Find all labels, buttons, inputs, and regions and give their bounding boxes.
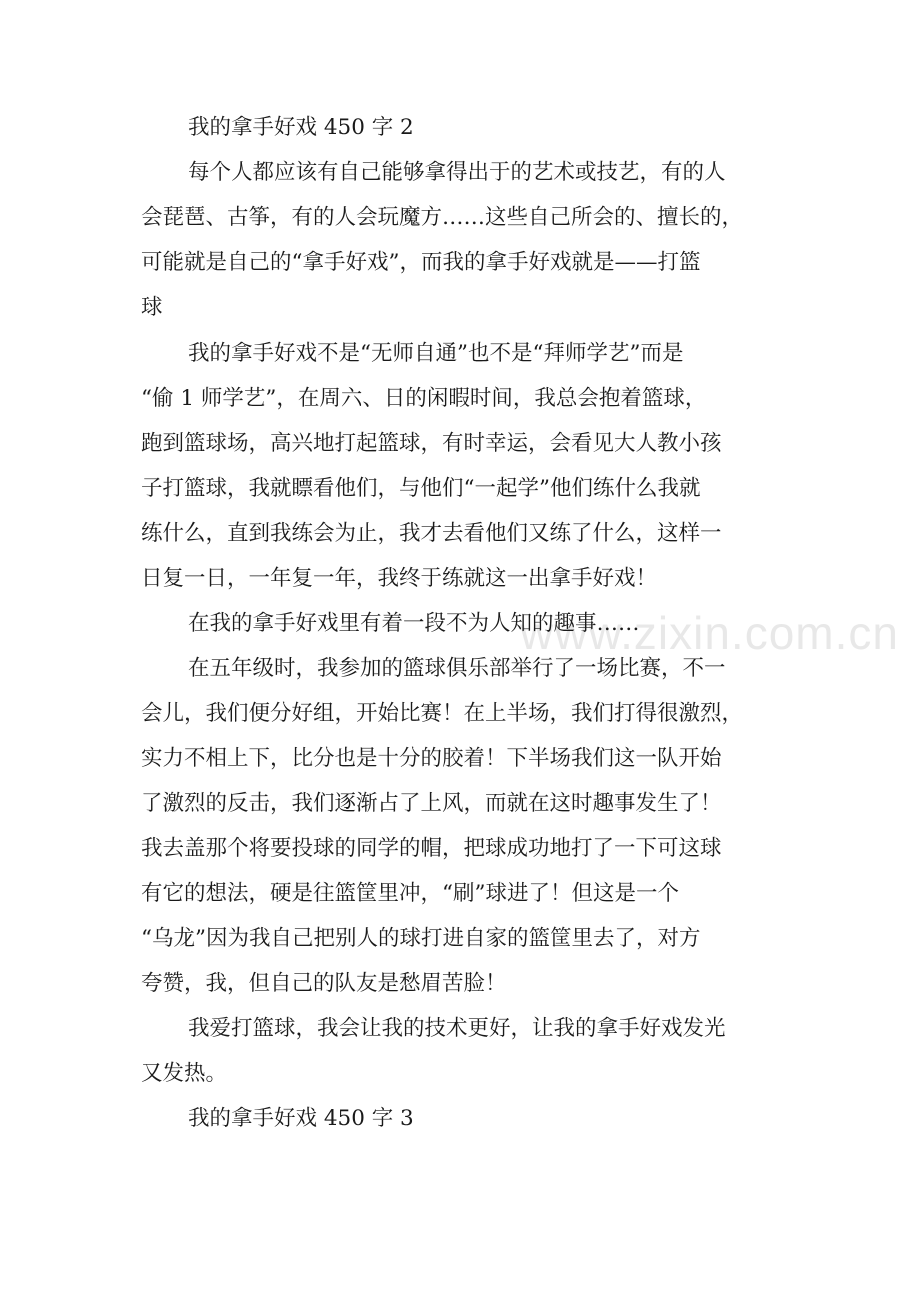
paragraph-line: 子打篮球，我就瞟看他们，与他们“一起学”他们练什么我就 [141,476,701,501]
paragraph-line: 又发热。 [141,1061,228,1086]
paragraph-line: 实力不相上下，比分也是十分的胶着！下半场我们这一队开始 [141,746,722,771]
section-heading-3: 我的拿手好戏 450 字 3 [188,1106,414,1131]
paragraph-line: 我去盖那个将要投球的同学的帽，把球成功地打了一下可这球 [141,836,722,861]
paragraph-line: 日复一日，一年复一年，我终于练就这一出拿手好戏！ [141,566,658,591]
paragraph-line: “乌龙”因为我自己把别人的球打进自家的篮筐里去了，对方 [141,926,701,951]
paragraph-line: 了激烈的反击，我们逐渐占了上风，而就在这时趣事发生了！ [141,791,722,816]
section-heading-2: 我的拿手好戏 450 字 2 [188,115,414,140]
paragraph-line: 每个人都应该有自己能够拿得出于的艺术或技艺，有的人 [188,160,726,185]
paragraph-line: “偷 1 师学艺”，在周六、日的闲暇时间，我总会抱着篮球， [141,386,707,411]
paragraph-line: 我爱打篮球，我会让我的技术更好，让我的拿手好戏发光 [188,1016,726,1041]
paragraph-line: 会琵琶、古筝，有的人会玩魔方……这些自己所会的、擅长的， [141,205,744,230]
paragraph-line: 有它的想法，硬是往篮筐里冲，“刷”球进了！但这是一个 [141,881,679,906]
paragraph-line: 球 [141,295,163,320]
paragraph-line: 可能就是自己的“拿手好戏”，而我的拿手好戏就是——打篮 [141,250,701,275]
paragraph-line: 在五年级时，我参加的篮球俱乐部举行了一场比赛，不一 [188,656,726,681]
paragraph-line: 跑到篮球场，高兴地打起篮球，有时幸运，会看见大人教小孩 [141,431,722,456]
watermark: www.zixin.com.cn [520,607,899,659]
paragraph-line: 我的拿手好戏不是“无师自通”也不是“拜师学艺”而是 [188,341,684,366]
paragraph-line: 练什么，直到我练会为止，我才去看他们又练了什么，这样一 [141,521,722,546]
paragraph-line: 会儿，我们便分好组，开始比赛！在上半场，我们打得很激烈， [141,701,744,726]
paragraph-line: 在我的拿手好戏里有着一段不为人知的趣事…… [188,611,640,636]
paragraph-line: 夸赞，我，但自己的队友是愁眉苦脸！ [141,971,507,996]
